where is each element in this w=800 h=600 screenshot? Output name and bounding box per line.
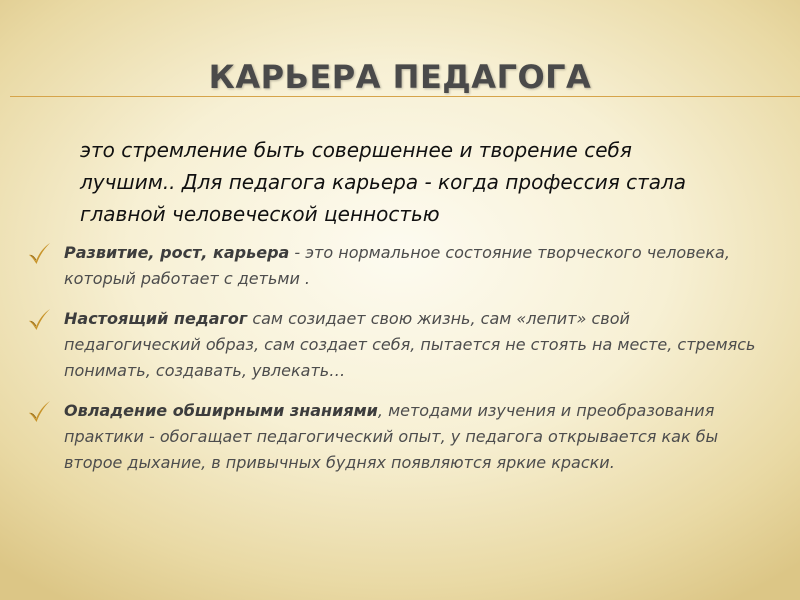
checkmark-icon <box>26 306 52 332</box>
bullet-bold-text: Настоящий педагог <box>64 309 248 328</box>
title-divider <box>10 96 800 97</box>
bullet-text: сам созидает свою жизнь, сам «лепит» свой педагогический образ, сам создает себя, пытается не стоять на месте, стремясь понимать, создавать, увлекать… <box>64 309 756 380</box>
bullet-item <box>24 398 764 476</box>
bullet-list <box>24 240 764 490</box>
bullet-item <box>24 240 764 292</box>
checkmark-icon <box>26 240 52 266</box>
checkmark-icon <box>26 398 52 424</box>
bullet-text: - это нормальное состояние творческого человека, который работает с детьми . <box>64 243 730 288</box>
slide-subtitle: это стремление быть совершеннее и творение себя лучшим.. Для педагога карьера - когда профессия стала главной человеческой ценностью <box>80 138 687 226</box>
slide-title: КАРЬЕРА ПЕДАГОГА <box>208 58 592 96</box>
bullet-item <box>24 306 764 384</box>
bullet-text: , методами изучения и преобразования практики - обогащает педагогический опыт, у педагога открывается как бы второе дыхание, в привычных буднях появляются яркие краски. <box>64 401 719 472</box>
bullet-bold-text: Развитие, рост, карьера <box>64 243 290 262</box>
bullet-bold-text: Овладение обширными знаниями <box>64 401 378 420</box>
